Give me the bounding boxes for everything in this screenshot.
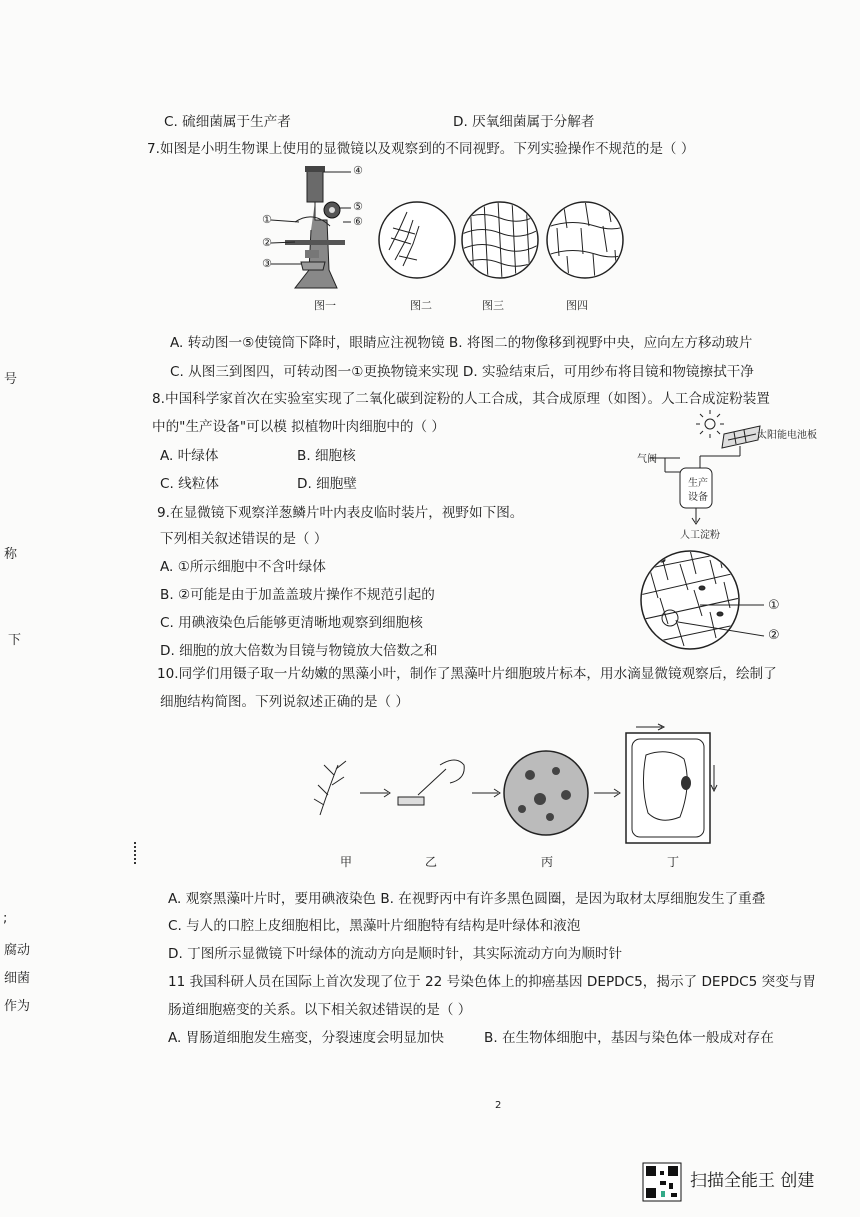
q7-caption-3: 图三 bbox=[482, 299, 504, 312]
q10-option-c: C. 与人的口腔上皮细胞相比，黑藻叶片细胞特有结构是叶绿体和液泡 bbox=[168, 918, 581, 934]
q9-stem-line1: 9.在显微镜下观察洋葱鳞片叶内表皮临时装片，视野如下图。 bbox=[157, 505, 524, 521]
q9-option-b: B. ②可能是由于加盖盖玻片操作不规范引起的 bbox=[160, 587, 435, 603]
q8-option-b: B. 细胞核 bbox=[297, 448, 356, 464]
q11-stem-line2: 肠道细胞癌变的关系。以下相关叙述错误的是（ ） bbox=[168, 1002, 472, 1018]
q11-stem-line1: 11 我国科研人员在国际上首次发现了位于 22 号染色体上的抑癌基因 DEPDC5，揭示了 DEPDC5 突变与胃 bbox=[168, 974, 817, 990]
q6-option-d: D. 厌氧细菌属于分解者 bbox=[453, 114, 595, 130]
q7-label-5: ⑤ bbox=[353, 200, 363, 213]
binding-dots bbox=[134, 842, 138, 864]
q9-option-a: A. ①所示细胞中不含叶绿体 bbox=[160, 559, 326, 575]
margin-fragment: 腐动 bbox=[4, 943, 31, 958]
q11-option-b: B. 在生物体细胞中，基因与染色体一般成对存在 bbox=[484, 1030, 774, 1046]
q7-view-2 bbox=[377, 200, 457, 280]
q10-caption-bing: 丙 bbox=[541, 855, 554, 869]
q7-caption-4: 图四 bbox=[566, 299, 588, 312]
q10-caption-yi: 乙 bbox=[425, 855, 438, 869]
valve-label: 气阀 bbox=[637, 454, 657, 465]
q7-options-cd: C. 从图三到图四，可转动图一①更换物镜来实现 D. 实验结束后，可用纱布将目镜和物镜擦拭干净 bbox=[170, 364, 754, 380]
q8-option-c: C. 线粒体 bbox=[160, 476, 219, 492]
q7-caption-2: 图二 bbox=[410, 299, 432, 312]
q9-label-2: ② bbox=[768, 628, 780, 643]
q7-label-6: ⑥ bbox=[353, 215, 363, 228]
scanner-watermark: 扫描全能王 创建 bbox=[690, 1171, 815, 1191]
q8-option-a: A. 叶绿体 bbox=[160, 448, 219, 464]
q7-stem: 7.如图是小明生物课上使用的显微镜以及观察到的不同视野。下列实验操作不规范的是（ ） bbox=[147, 141, 695, 157]
q8-option-d: D. 细胞壁 bbox=[297, 476, 357, 492]
q10-options-ab: A. 观察黑藻叶片时，要用碘液染色 B. 在视野丙中有许多黑色圆圈，是因为取材太厚细胞发生了重叠 bbox=[168, 891, 766, 907]
q9-option-d: D. 细胞的放大倍数为目镜与物镜放大倍数之和 bbox=[160, 643, 438, 659]
q9-label-1: ① bbox=[768, 598, 780, 613]
margin-fragment: 细菌 bbox=[4, 971, 31, 986]
starch-label: 人工淀粉 bbox=[680, 530, 720, 541]
q8-stem-line2: 中的"生产设备"可以模 拟植物叶肉细胞中的（ ） bbox=[152, 419, 446, 435]
q7-label-4: ④ bbox=[353, 164, 363, 177]
q10-option-d: D. 丁图所示显微镜下叶绿体的流动方向是顺时针，其实际流动方向为顺时针 bbox=[168, 946, 623, 962]
q10-stem-line1: 10.同学们用镊子取一片幼嫩的黑藻小叶，制作了黑藻叶片细胞玻片标本，用水滴显微镜观察后，绘制了 bbox=[157, 666, 777, 682]
microscope-figure bbox=[255, 160, 365, 300]
margin-fragment: 下 bbox=[8, 633, 22, 648]
q9-option-c: C. 用碘液染色后能够更清晰地观察到细胞核 bbox=[160, 615, 423, 631]
device-label-line2: 设备 bbox=[688, 492, 708, 503]
q7-view-4 bbox=[545, 200, 625, 280]
q7-label-2: ② bbox=[262, 236, 272, 249]
qr-code-icon bbox=[643, 1163, 681, 1201]
q8-stem-line1: 8.中国科学家首次在实验室实现了二氧化碳到淀粉的人工合成，其合成原理（如图）。人工合成淀粉装置 bbox=[152, 391, 770, 407]
device-label-line1: 生产 bbox=[688, 478, 708, 489]
q7-caption-1: 图一 bbox=[314, 299, 336, 312]
q7-options-ab: A. 转动图一⑤使镜筒下降时，眼睛应注视物镜 B. 将图二的物像移到视野中央，应向左方移动玻片 bbox=[170, 335, 753, 351]
black-algae-procedure-figure bbox=[300, 725, 720, 850]
q10-caption-ding: 丁 bbox=[667, 855, 680, 869]
q10-stem-line2: 细胞结构简图。下列说叙述正确的是（ ） bbox=[160, 694, 410, 710]
q11-option-a: A. 胃肠道细胞发生癌变，分裂速度会明显加快 bbox=[168, 1030, 444, 1046]
q6-option-c: C. 硫细菌属于生产者 bbox=[164, 114, 291, 130]
q7-view-3 bbox=[460, 200, 540, 280]
q9-stem-line2: 下列相关叙述错误的是（ ） bbox=[160, 531, 328, 547]
q10-caption-jia: 甲 bbox=[340, 855, 353, 869]
margin-mark: ; bbox=[3, 911, 8, 926]
margin-fragment: 称 bbox=[4, 547, 18, 562]
margin-fragment: 作为 bbox=[4, 999, 31, 1014]
margin-fragment: 号 bbox=[4, 372, 18, 387]
page-number: 2 bbox=[495, 1100, 502, 1111]
q7-label-3: ③ bbox=[262, 257, 272, 270]
q7-label-1: ① bbox=[262, 213, 272, 226]
solar-panel-label: 太阳能电池板 bbox=[757, 430, 817, 441]
